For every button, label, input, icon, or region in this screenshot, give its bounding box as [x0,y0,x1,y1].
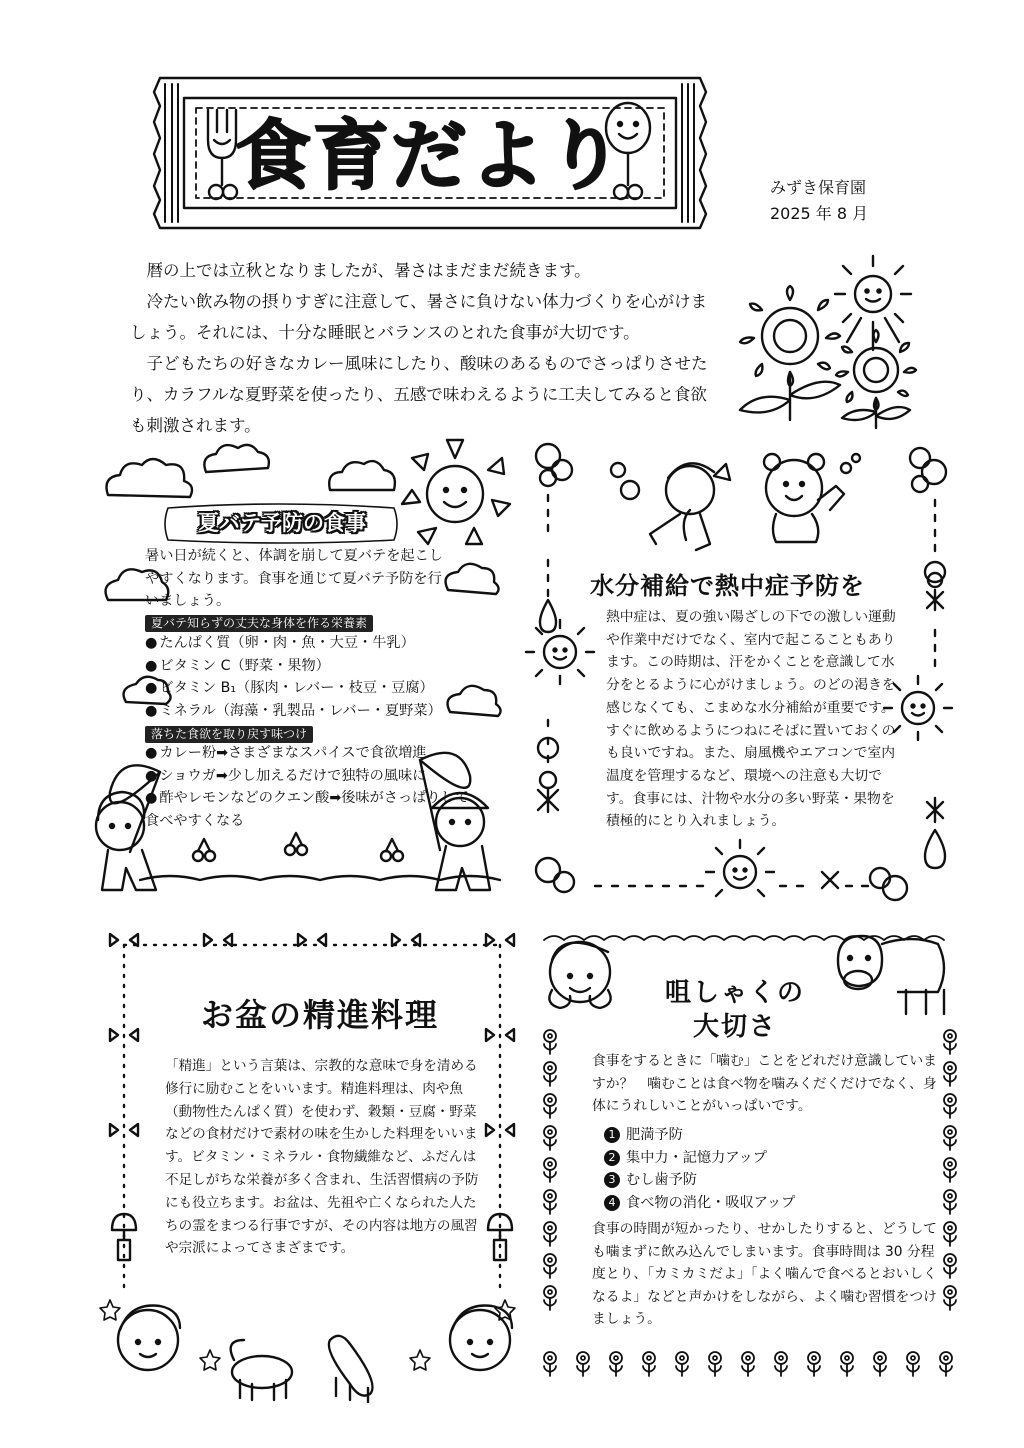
cherry-icon [193,833,403,861]
child-face-icon [118,1306,512,1371]
soshaku-title-line2: 大切さ [692,1012,777,1042]
subheading-label: 落ちた食欲を取り戻す味つけ [145,726,313,743]
list-item: ● 酢やレモンなどのクエン酸➡後味がさっぱりして食べやすくなる [145,787,475,832]
number-badge: 2 [604,1150,620,1166]
natsubate-subheading [145,612,373,632]
list-item: ● たんぱく質（卵・肉・魚・大豆・牛乳） [145,632,475,655]
natsubate-intro: 暑い日が続くと、体調を崩して夏バテを起こしやすくなります。食事を通じて夏バテ予防を行いましょう。 [145,548,443,610]
child-drinking-icon [611,463,730,550]
school-info [770,175,930,227]
star-icon [100,1300,515,1370]
list-item: ● ショウガ➡少し加えるだけで独特の風味に [145,765,475,788]
list-item [604,1169,904,1192]
list-item: ● ビタミン B₁（豚肉・レバー・枝豆・豆腐） [145,677,475,700]
list-item: ● ミネラル（海藻・乳製品・レバー・夏野菜） [145,700,475,723]
list-item-text: 食べ物の消化・吸収アップ [626,1194,796,1211]
seasoning-list [145,742,475,832]
list-item-text: むし歯予防 [626,1172,697,1188]
obon-body: 「精進」という言葉は、宗教的な意味で身を清める修行に励むことをいいます。精進料理は、肉や魚（動物性たんぱく質）を使わず、穀類・豆腐・野菜などの食材だけで素材の味を生かした料理をいいます。ビタミン・ミネラル・食物繊維など、ふだんは不足しがちな栄養が多く含まれ、生活習慣病の予防にも役立ちます。お盆は、先祖や亡くなられた人たちの霊をまつる行事ですが、その内容は地方の風習や宗派によってさまざまです。 [165,1058,479,1257]
subheading-label: 夏バテ知らずの丈夫な身体を作る栄養素 [145,615,373,632]
list-item: ● カレー粉➡さまざまなスパイスで食欲増進 [145,742,475,765]
sun-icon [402,440,510,544]
ground-line [140,876,500,880]
nutrient-list [145,632,475,722]
number-badge: 4 [604,1195,620,1211]
soshaku-frame [544,936,944,940]
soshaku-title-line1: 咀しゃくの [665,978,806,1008]
obon-title: お盆の精進料理 [200,996,439,1034]
natsubate-subheading [145,723,313,743]
list-item [604,1192,904,1215]
suibun-body: 熱中症は、夏の強い陽ざしの下での激しい運動や作業中だけでなく、室内で起こることもあります。この時期は、汗をかくことを意識して水分をとるように心がけましょう。のどの渇きを感じなくても、こまめな水分補給が重要です。すぐに飲めるようにつねにそばに置いておくのも良いですね。また、扇風機やエアコンで室内温度を管理するなど、環境への注意も大切です。食事には、汁物や水分の多い野菜・果物を積極的にとり入れましょう。 [606,609,896,830]
intro-text [130,255,715,441]
list-item: ● ビタミン C（野菜・果物） [145,655,475,678]
child-thinking-icon [549,942,610,1008]
list-item-text: 集中力・記憶力アップ [626,1149,767,1166]
sun-icon [835,256,911,350]
list-item [604,1124,904,1147]
masthead-title: 食育だより [235,110,625,200]
suibun-title: 水分補給で熱中症予防を [590,572,865,600]
cow-icon [838,936,944,1014]
natsubate-title: 夏バテ予防の食事 [198,511,366,535]
intro-paragraph: 暦の上では立秋となりましたが、暑さはまだまだ続きます。 [146,261,591,280]
cucumber-horse-icon [329,1336,373,1402]
school-name: みずき保育園 [770,178,867,197]
intro-paragraph: 子どもたちの好きなカレー風味にしたり、酸味のあるものでさっぱりさせたり、カラフルな夏野菜を使ったり、五感で味わえるように工夫してみると食欲も刺激されます。 [130,354,708,435]
sunflower-icon [740,286,916,428]
soshaku-body: 食事の時間が短かったり、せかしたりすると、どうしても噛まずに飲み込んでしまいます。食事時間は 30 分程度とり、「カミカミだよ」「よく噛んで食べるとおいしくなるよ」などと声かけをしながら、よく噛む習慣をつけましょう。 [592,1221,937,1327]
bear-icon [764,454,860,542]
issue-date: 2025 年 8 月 [770,204,869,223]
list-item-text: 肥満予防 [626,1127,683,1143]
benefit-list [604,1124,904,1214]
eggplant-horse-icon [231,1340,292,1400]
number-badge: 1 [604,1127,620,1143]
number-badge: 3 [604,1172,620,1188]
masthead-banner [150,72,710,230]
soshaku-intro: 食事をするときに「噛む」ことをどれだけ意識していますか？ 噛むことは食べ物を噛みくだくだけでなく、身体にうれしいことがいっぱいです。 [592,1053,937,1114]
intro-paragraph: 冷たい飲み物の摂りすぎに注意して、暑さに負けない体力づくりを心がけましょう。それには、十分な睡眠とバランスのとれた食事が大切です。 [130,292,708,342]
list-item [604,1147,904,1170]
